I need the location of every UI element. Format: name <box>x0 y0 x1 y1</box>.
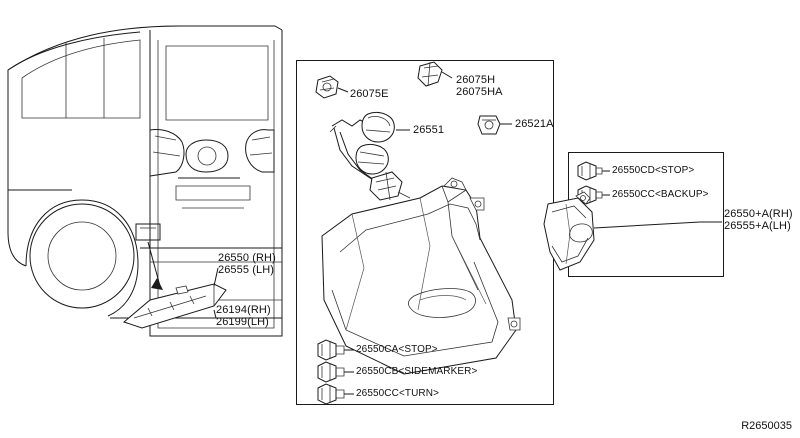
label-26550cb-sidemarker: 26550CB<SIDEMARKER> <box>356 366 478 377</box>
label-26550cc-turn: 26550CC<TURN> <box>356 388 440 399</box>
part-grommet-26075e <box>316 76 338 98</box>
part-bulb-26550cc-turn <box>318 384 344 404</box>
part-socket-harness-26551 <box>330 112 410 200</box>
label-26199-lh: 26199(LH) <box>216 316 269 328</box>
label-26555a-lh: 26555+A(LH) <box>724 220 791 232</box>
part-bulb-26550cd-stop <box>578 162 602 180</box>
label-26194-rh: 26194(RH) <box>216 304 271 316</box>
label-26521a: 26521A <box>515 118 554 130</box>
label-26550cc-backup: 26550CC<BACKUP> <box>612 189 709 200</box>
vehicle-body <box>8 26 282 336</box>
label-26075h-line1: 26075H <box>456 74 496 86</box>
label-26550a-rh: 26550+A(RH) <box>724 208 793 220</box>
label-26075e: 26075E <box>350 88 389 100</box>
label-26555-lh: 26555 (LH) <box>218 264 275 276</box>
label-26075h-line2: 26075HA <box>456 86 503 98</box>
part-lamp-assembly-small <box>544 192 594 270</box>
part-grommet-26075h <box>418 62 442 86</box>
part-bulb-26550ca <box>318 340 344 360</box>
label-26550-rh: 26550 (RH) <box>218 252 276 264</box>
diagram-id-code: R2650035 <box>741 420 792 432</box>
label-26550cd-stop: 26550CD<STOP> <box>612 165 695 176</box>
part-reflector-26550 <box>124 284 226 328</box>
label-26550ca-stop: 26550CA<STOP> <box>356 344 438 355</box>
label-26551: 26551 <box>413 124 445 136</box>
part-bulb-26550cb <box>318 362 344 382</box>
part-cap-26521a <box>478 116 500 134</box>
